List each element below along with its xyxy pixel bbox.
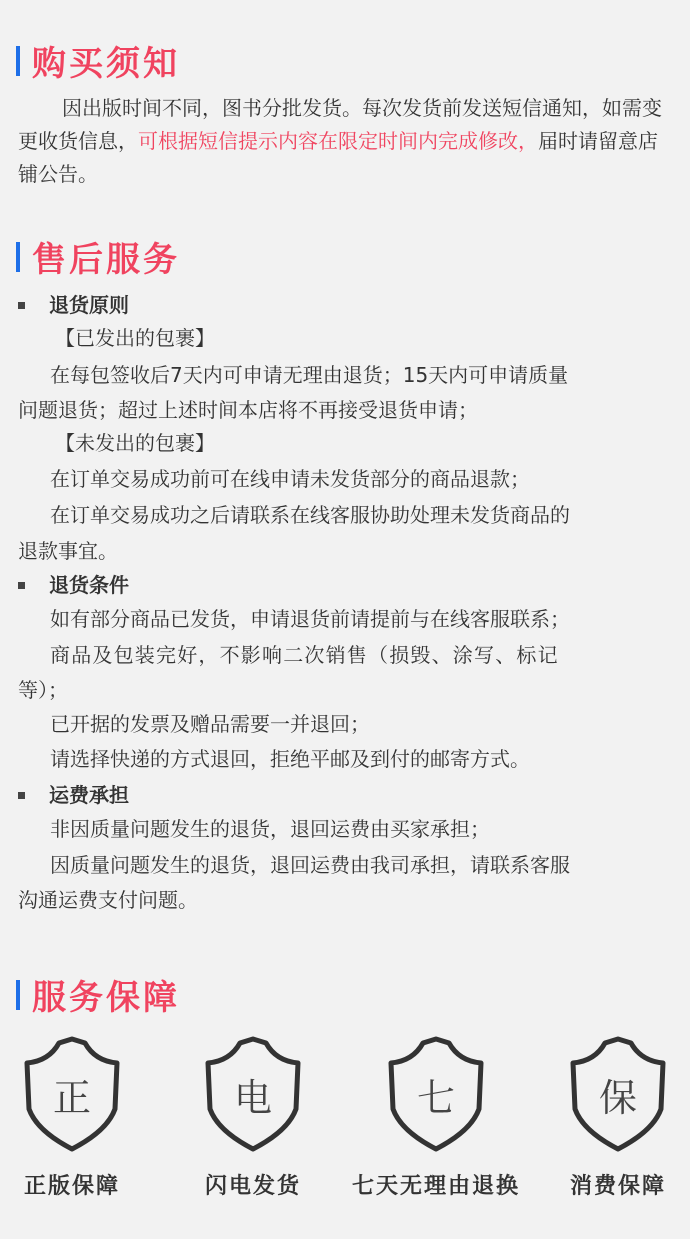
condition-line: 商品及包装完好，不影响二次销售（损毁、涂写、标记 [50,643,559,667]
shipped-line: 在每包签收后7天内可申请无理由退货；15天内可申请质量 [50,363,569,387]
condition-line: 已开据的发票及赠品需要一并退回； [50,712,370,736]
guarantee-section-title [16,970,180,1019]
bullet-icon [18,582,25,589]
guarantee-label: 七天无理由退换 [351,1174,520,1199]
guarantee-title: 服务保障 [32,978,180,1018]
shipped-line: 问题退货；超过上述时间本店将不再接受退货申请； [18,398,478,422]
guarantee-item [336,1035,536,1200]
return-conditions-heading [18,570,129,600]
title-accent-bar [16,242,20,272]
shield-glyph: 正 [52,1076,92,1120]
shield-glyph: 保 [598,1076,638,1120]
guarantee-item [533,1035,690,1200]
condition-line: 请选择快递的方式退回，拒绝平邮及到付的邮寄方式。 [50,747,530,771]
guarantee-label: 正版保障 [23,1174,120,1199]
fee-line: 因质量问题发生的退货，退回运费由我司承担，请联系客服 [50,853,570,877]
return-policy-heading-text: 退货原则 [49,293,129,317]
shield-icon [381,1035,491,1153]
notice-paragraph [18,92,674,191]
condition-line: 等）； [18,678,68,702]
shipping-fee-heading-text: 运费承担 [49,783,129,807]
bullet-icon [18,302,25,309]
fee-line: 沟通运费支付问题。 [18,888,198,912]
title-accent-bar [16,980,20,1010]
shipped-label: 【已发出的包裹】 [55,326,215,350]
shield-glyph: 七 [416,1076,456,1120]
notice-title: 购买须知 [32,44,180,84]
unshipped-line: 退款事宜。 [18,539,118,563]
guarantee-label: 闪电发货 [204,1174,301,1199]
notice-section-title [16,36,180,85]
unshipped-line: 在订单交易成功之后请联系在线客服协助处理未发货商品的 [50,503,570,527]
notice-highlight-text: 可根据短信提示内容在限定时间内完成修改， [138,129,538,153]
after-sales-title: 售后服务 [32,240,180,280]
after-sales-section-title [16,232,180,281]
notice-text: 因出版时间不同，图书分批发货。每次发货前发送短信通知，如需变更收货信息， [18,96,662,153]
notice-text-end: 届时请留意店铺公告。 [18,129,658,186]
shield-icon [198,1035,308,1153]
unshipped-label: 【未发出的包裹】 [55,431,215,455]
return-conditions-heading-text: 退货条件 [49,573,129,597]
fee-line: 非因质量问题发生的退货，退回运费由买家承担； [50,817,490,841]
bullet-icon [18,792,25,799]
unshipped-line: 在订单交易成功前可在线申请未发货部分的商品退款； [50,467,530,491]
guarantee-list [0,1035,690,1235]
guarantee-item [168,1035,338,1200]
shipping-fee-heading [18,780,129,810]
shield-glyph: 电 [233,1076,273,1120]
condition-line: 如有部分商品已发货，申请退货前请提前与在线客服联系； [50,607,570,631]
return-policy-heading [18,290,129,320]
shield-icon [563,1035,673,1153]
title-accent-bar [16,46,20,76]
guarantee-label: 消费保障 [569,1174,666,1199]
shield-icon [17,1035,127,1153]
guarantee-item [0,1035,157,1200]
